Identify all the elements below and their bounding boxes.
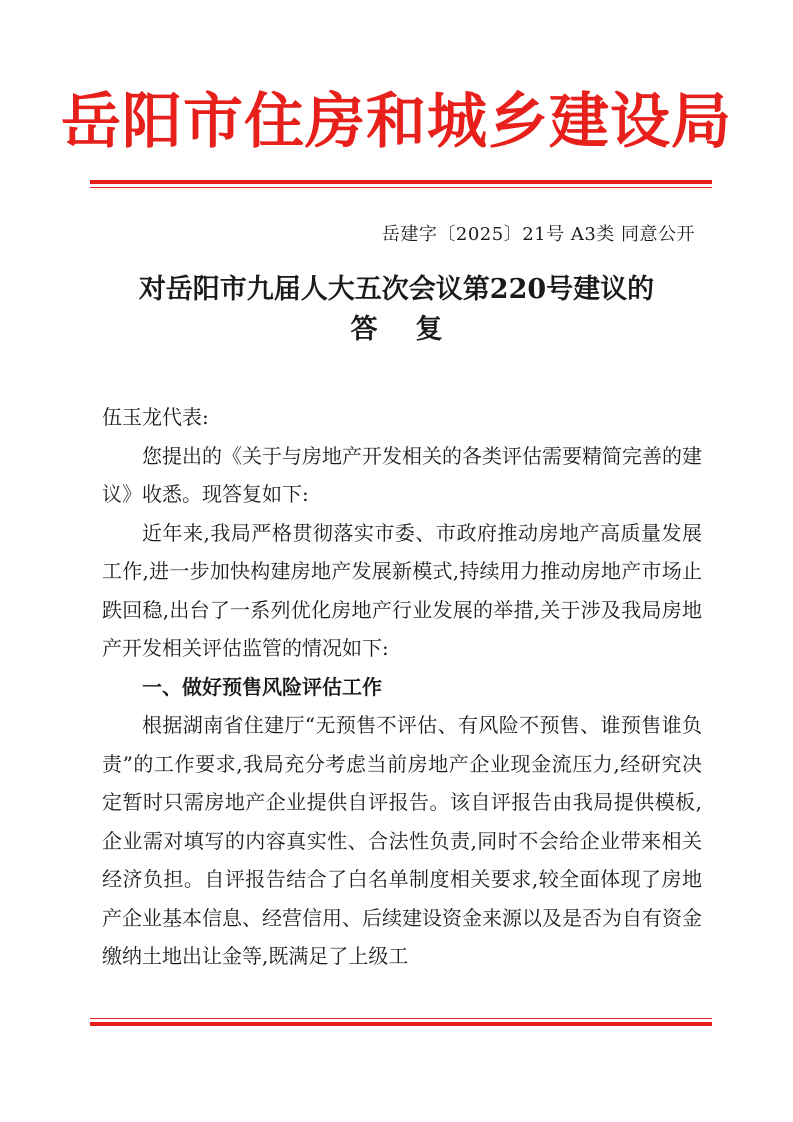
- footer-red-rule: [90, 1018, 712, 1026]
- issuing-authority-header: 岳阳市住房和城乡建设局: [61, 87, 732, 157]
- document-body: [102, 398, 702, 976]
- paragraph-acknowledgement: 您提出的《关于与房地产开发相关的各类评估需要精简完善的建议》收悉。现答复如下:: [102, 443, 702, 506]
- document-title: [0, 270, 793, 350]
- document-title-line2: 答复: [350, 314, 481, 345]
- section-heading-1: 一、做好预售风险评估工作: [142, 674, 382, 699]
- salutation: 伍玉龙代表:: [102, 405, 209, 429]
- footer-rule-thick: [90, 1022, 712, 1026]
- paragraph-overview: 近年来,我局严格贯彻落实市委、市政府推动房地产高质量发展工作,进一步加快构建房地产发展新模式,持续用力推动房地产市场止跌回稳,出台了一系列优化房地产行业发展的举措,关于涉及我局房地产开发相关评估监管的情况如下:: [102, 520, 702, 660]
- header-red-rule: [90, 180, 712, 188]
- document-number: 岳建字〔2025〕21号 A3类 同意公开: [381, 224, 695, 245]
- paragraph-presale-assessment: 根据湖南省住建厅“无预售不评估、有风险不预售、谁预售谁负责”的工作要求,我局充分考虑当前房地产企业现金流压力,经研究决定暂时只需房地产企业提供自评报告。该自评报告由我局提供模板,企业需对填写的内容真实性、合法性负责,同时不会给企业带来相关经济负担。自评报告结合了白名单制度相关要求,较全面体现了房地产企业基本信息、经营信用、后续建设资金来源以及是否为自有资金缴纳土地出让金等,既满足了上级工: [102, 713, 702, 968]
- document-title-line1: 对岳阳市九届人大五次会议第220号建议的: [138, 274, 655, 305]
- header-rule-thin: [90, 187, 712, 188]
